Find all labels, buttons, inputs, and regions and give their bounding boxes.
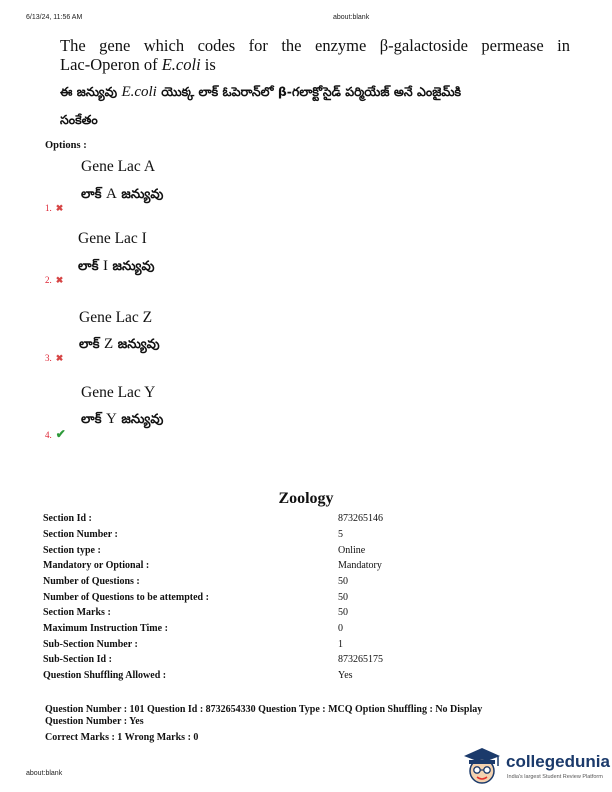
section-row-value: 50 [338, 592, 348, 603]
question-text-te-line-2: సంకేతం [60, 112, 98, 127]
collegedunia-logo [460, 744, 610, 792]
section-row-label: Sub-Section Number : [43, 639, 138, 650]
section-row-label: Question Shuffling Allowed : [43, 670, 167, 681]
option-4-text-te: లాక్ Y జన్యువు [81, 411, 164, 427]
section-row-label: Section Number : [43, 529, 118, 540]
section-row-label: Section type : [43, 545, 101, 556]
question-text-te-line-1: ఈ జన్యువు E.coli యొక్క లాక్ ఓపెరాన్‌లో β-గలాక్టోసైడ్ పర్మియేజ్ అనే ఎంజైమ్‌కి [60, 84, 462, 100]
next-question-info-line-1: Question Number : 101 Question Id : 8732654330 Question Type : MCQ Option Shuffling : No Display [45, 704, 483, 715]
section-row-value: Mandatory [338, 560, 382, 571]
option-1-text-te: లాక్ A జన్యువు [81, 186, 164, 202]
section-row-value: 50 [338, 607, 348, 618]
option-2-text: Gene Lac I [78, 230, 147, 247]
option-4-marker: 4. ✔ [45, 427, 66, 441]
mascot-icon [460, 746, 504, 788]
option-2-text-te: లాక్ I జన్యువు [78, 258, 155, 274]
section-row-label: Sub-Section Id : [43, 654, 112, 665]
logo-wordmark: collegedunia [506, 752, 610, 771]
section-row-label: Section Id : [43, 513, 92, 524]
option-1-text: Gene Lac A [81, 158, 156, 175]
question-line-2: Lac-Operon of E.coli is [60, 55, 216, 74]
question-text-en [60, 36, 570, 74]
section-row-value: 873265146 [338, 513, 383, 524]
check-icon: ✔ [55, 427, 66, 441]
section-row-value: Online [338, 545, 366, 556]
print-footer-url: about:blank [26, 770, 63, 777]
section-row-label: Maximum Instruction Time : [43, 623, 168, 634]
section-row-value: 1 [338, 639, 343, 650]
print-page-title: about:blank [333, 14, 370, 21]
option-2-marker: 2. ✖ [45, 275, 64, 285]
section-row-value: 5 [338, 529, 343, 540]
section-row-value: 50 [338, 576, 348, 587]
option-4-text: Gene Lac Y [81, 384, 156, 401]
section-title: Zoology [278, 490, 334, 507]
next-question-marks: Correct Marks : 1 Wrong Marks : 0 [45, 732, 199, 743]
logo-tagline: India's largest Student Review Platform [507, 774, 603, 780]
section-row-label: Number of Questions to be attempted : [43, 592, 209, 603]
option-3-text-te: లాక్ Z జన్యువు [79, 336, 160, 352]
cross-icon: ✖ [55, 275, 64, 285]
print-datetime: 6/13/24, 11:56 AM [26, 14, 83, 21]
section-row-label: Number of Questions : [43, 576, 140, 587]
option-3-text: Gene Lac Z [79, 309, 153, 326]
section-row-label: Mandatory or Optional : [43, 560, 150, 571]
question-line-1: The gene which codes for the enzyme β-galactoside permease in [60, 36, 570, 55]
cross-icon: ✖ [55, 353, 64, 363]
option-1-marker: 1. ✖ [45, 203, 64, 213]
section-row-value: 0 [338, 623, 343, 634]
cross-icon: ✖ [55, 203, 64, 213]
next-question-info-line-2: Question Number : Yes [45, 716, 144, 727]
section-row-value: Yes [338, 670, 353, 681]
options-label: Options : [45, 140, 87, 151]
section-row-label: Section Marks : [43, 607, 111, 618]
section-row-value: 873265175 [338, 654, 383, 665]
option-3-marker: 3. ✖ [45, 353, 64, 363]
